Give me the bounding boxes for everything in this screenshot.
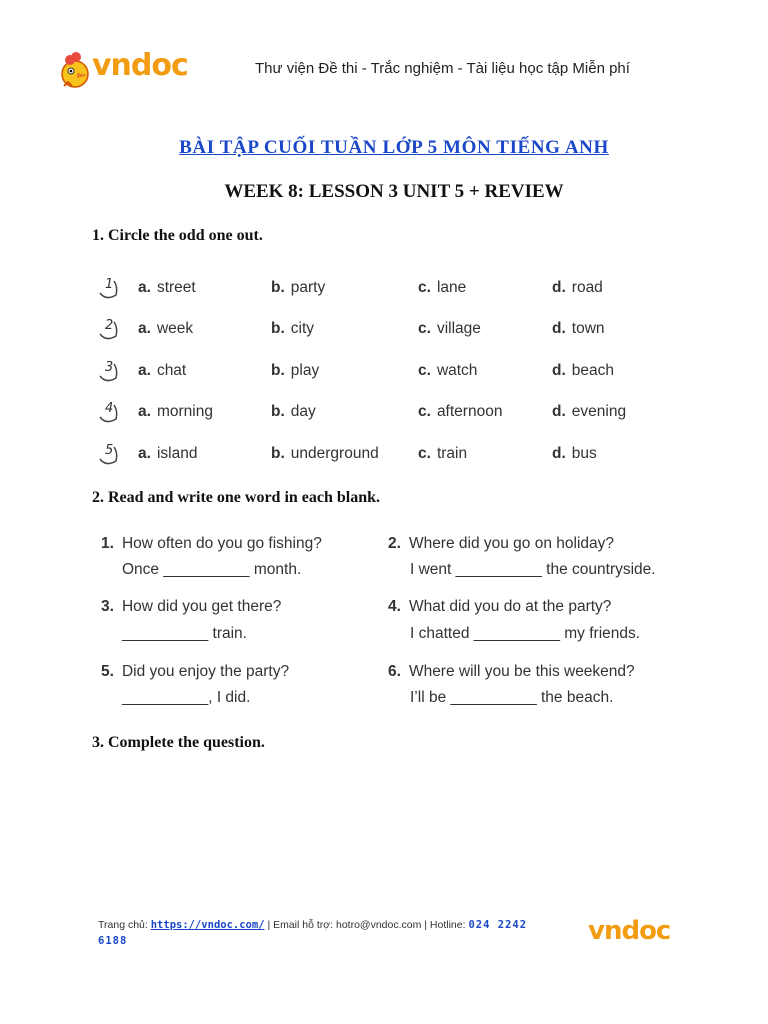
exercise1-row [96, 403, 696, 433]
option-b[interactable]: b. party [271, 279, 326, 296]
answer-blank-1[interactable]: Once __________ month. [122, 561, 302, 578]
footer-vndoc-logo[interactable]: vndoc [588, 916, 671, 946]
option-b[interactable]: b. city [271, 320, 315, 337]
answer-blank-2[interactable]: I went __________ the countryside. [410, 561, 656, 578]
item-number-badge: 2 [96, 320, 120, 342]
question-1: 1. How often do you go fishing? [101, 535, 322, 552]
logo-wordmark: vndoc [92, 48, 188, 83]
option-a[interactable]: a. chat [138, 362, 187, 379]
answer-blank-5[interactable]: __________, I did. [122, 689, 251, 706]
answer-blank-6[interactable]: I’ll be __________ the beach. [410, 689, 614, 706]
option-c[interactable]: c. train [418, 445, 468, 462]
option-d[interactable]: d. beach [552, 362, 615, 379]
page-header [0, 0, 768, 110]
option-a[interactable]: a. street [138, 279, 196, 296]
question-3: 3. How did you get there? [101, 598, 282, 615]
question-2: 2. Where did you go on holiday? [388, 535, 615, 552]
exercise1-row [96, 445, 696, 475]
option-c[interactable]: c. village [418, 320, 481, 337]
option-d[interactable]: d. road [552, 279, 603, 296]
option-b[interactable]: b. day [271, 403, 316, 420]
option-a[interactable]: a. morning [138, 403, 213, 420]
footer-contact-text: | Email hỗ trợ: hotro@vndoc.com | Hotline: [264, 919, 469, 931]
footer-hotline[interactable]: 024 2242 6188 [98, 919, 528, 947]
option-a[interactable]: a. island [138, 445, 198, 462]
exercise1-row [96, 279, 696, 309]
exercise1-row [96, 320, 696, 350]
option-c[interactable]: c. lane [418, 279, 467, 296]
vndoc-logo[interactable] [58, 48, 210, 92]
answer-blank-4[interactable]: I chatted __________ my friends. [410, 625, 641, 642]
header-tagline: Thư viện Đề thi - Trắc nghiệm - Tài liệu học tập Miễn phí [255, 60, 630, 77]
option-d[interactable]: d. bus [552, 445, 597, 462]
question-5: 5. Did you enjoy the party? [101, 663, 290, 680]
page-title: BÀI TẬP CUỐI TUẦN LỚP 5 MÔN TIẾNG ANH [179, 137, 609, 158]
footer-home-label: Trang chủ: [98, 919, 151, 931]
option-c[interactable]: c. afternoon [418, 403, 503, 420]
option-b[interactable]: b. play [271, 362, 320, 379]
option-d[interactable]: d. evening [552, 403, 627, 420]
exercise1-heading: 1. Circle the odd one out. [92, 227, 263, 244]
page-footer [98, 917, 558, 949]
answer-blank-3[interactable]: __________ train. [122, 625, 247, 642]
question-6: 6. Where will you be this weekend? [388, 663, 635, 680]
option-b[interactable]: b. underground [271, 445, 379, 462]
page-subtitle: WEEK 8: LESSON 3 UNIT 5 + REVIEW [224, 181, 564, 202]
item-number-badge: 4 [96, 403, 120, 425]
option-c[interactable]: c. watch [418, 362, 478, 379]
option-d[interactable]: d. town [552, 320, 605, 337]
exercise3-heading: 3. Complete the question. [92, 734, 265, 751]
exercise1-row [96, 362, 696, 392]
item-number-badge: 1 [96, 279, 120, 301]
item-number-badge: 5 [96, 445, 120, 467]
chick-mascot-icon [58, 50, 92, 90]
item-number-badge: 3 [96, 362, 120, 384]
footer-home-link[interactable]: https://vndoc.com/ [150, 919, 265, 931]
exercise2-heading: 2. Read and write one word in each blank. [92, 489, 381, 506]
option-a[interactable]: a. week [138, 320, 194, 337]
question-4: 4. What did you do at the party? [388, 598, 612, 615]
